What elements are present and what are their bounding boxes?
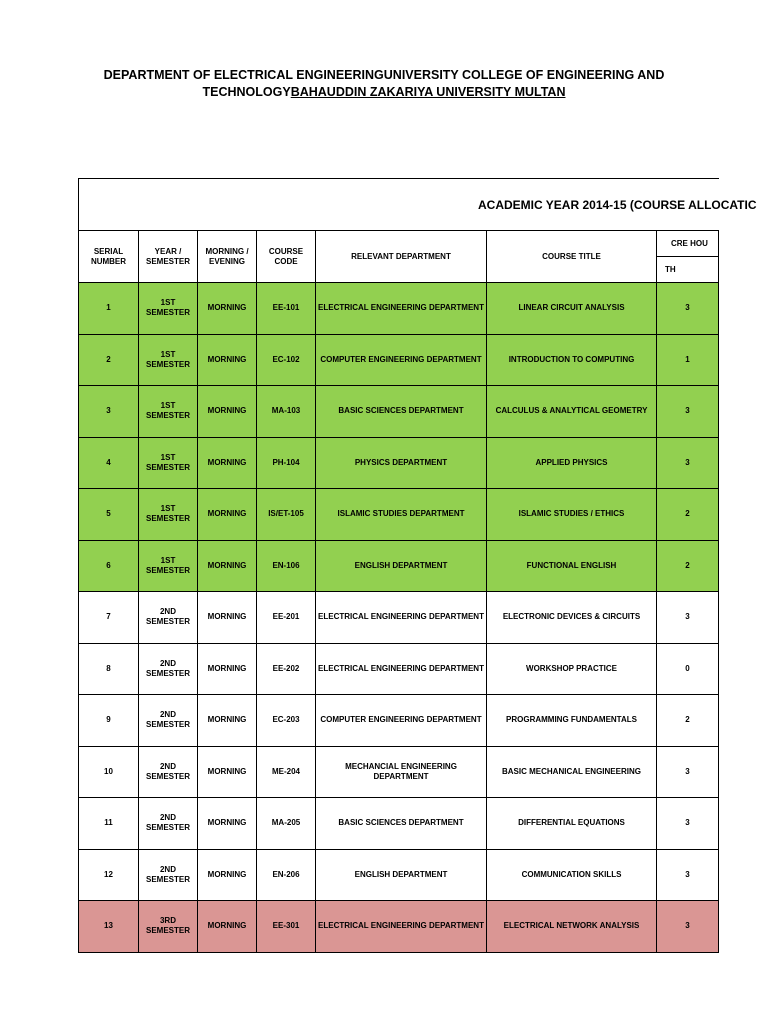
cell-theory-hours: 1 xyxy=(657,334,719,386)
cell-shift: MORNING xyxy=(198,540,257,592)
cell-shift: MORNING xyxy=(198,437,257,489)
cell-year: 1ST SEMESTER xyxy=(139,283,198,335)
cell-course-code: EC-102 xyxy=(257,334,316,386)
cell-course-title: APPLIED PHYSICS xyxy=(487,437,657,489)
table-row xyxy=(79,798,719,850)
cell-year: 2ND SEMESTER xyxy=(139,695,198,747)
col-header-shift: MORNING / EVENING xyxy=(198,231,257,283)
cell-theory-hours: 2 xyxy=(657,489,719,541)
cell-serial: 10 xyxy=(79,746,139,798)
cell-department: MECHANCIAL ENGINEERING DEPARTMENT xyxy=(316,746,487,798)
table-row xyxy=(79,592,719,644)
cell-department: ENGLISH DEPARTMENT xyxy=(316,849,487,901)
cell-theory-hours: 3 xyxy=(657,849,719,901)
cell-shift: MORNING xyxy=(198,283,257,335)
cell-shift: MORNING xyxy=(198,798,257,850)
cell-serial: 7 xyxy=(79,592,139,644)
cell-serial: 11 xyxy=(79,798,139,850)
cell-course-title: CALCULUS & ANALYTICAL GEOMETRY xyxy=(487,386,657,438)
cell-shift: MORNING xyxy=(198,592,257,644)
cell-year: 3RD SEMESTER xyxy=(139,901,198,953)
cell-shift: MORNING xyxy=(198,489,257,541)
cell-course-code: ME-204 xyxy=(257,746,316,798)
cell-serial: 9 xyxy=(79,695,139,747)
cell-department: ELECTRICAL ENGINEERING DEPARTMENT xyxy=(316,643,487,695)
cell-course-code: EE-201 xyxy=(257,592,316,644)
table-row xyxy=(79,695,719,747)
cell-department: ENGLISH DEPARTMENT xyxy=(316,540,487,592)
document-heading xyxy=(60,67,708,101)
cell-department: ELECTRICAL ENGINEERING DEPARTMENT xyxy=(316,283,487,335)
cell-course-title: INTRODUCTION TO COMPUTING xyxy=(487,334,657,386)
cell-department: COMPUTER ENGINEERING DEPARTMENT xyxy=(316,695,487,747)
cell-course-code: EE-202 xyxy=(257,643,316,695)
table-body xyxy=(79,283,719,953)
cell-course-code: EE-301 xyxy=(257,901,316,953)
table-row xyxy=(79,849,719,901)
table-row xyxy=(79,746,719,798)
cell-course-code: PH-104 xyxy=(257,437,316,489)
cell-department: ELECTRICAL ENGINEERING DEPARTMENT xyxy=(316,901,487,953)
heading-line-2 xyxy=(60,84,708,101)
cell-course-code: IS/ET-105 xyxy=(257,489,316,541)
cell-year: 2ND SEMESTER xyxy=(139,643,198,695)
cell-theory-hours: 3 xyxy=(657,592,719,644)
table-row xyxy=(79,643,719,695)
cell-serial: 3 xyxy=(79,386,139,438)
cell-course-title: COMMUNICATION SKILLS xyxy=(487,849,657,901)
cell-department: BASIC SCIENCES DEPARTMENT xyxy=(316,386,487,438)
cell-serial: 4 xyxy=(79,437,139,489)
table-row xyxy=(79,901,719,953)
heading-line-2-plain: TECHNOLOGY xyxy=(202,85,291,99)
course-allocation-sheet xyxy=(78,178,757,954)
cell-shift: MORNING xyxy=(198,386,257,438)
cell-year: 1ST SEMESTER xyxy=(139,386,198,438)
cell-course-title: ELECTRONIC DEVICES & CIRCUITS xyxy=(487,592,657,644)
cell-serial: 5 xyxy=(79,489,139,541)
cell-serial: 13 xyxy=(79,901,139,953)
cell-theory-hours: 3 xyxy=(657,746,719,798)
table-title-row xyxy=(79,179,719,231)
cell-theory-hours: 3 xyxy=(657,901,719,953)
cell-course-code: EC-203 xyxy=(257,695,316,747)
cell-course-title: WORKSHOP PRACTICE xyxy=(487,643,657,695)
cell-year: 2ND SEMESTER xyxy=(139,746,198,798)
cell-course-code: MA-205 xyxy=(257,798,316,850)
cell-shift: MORNING xyxy=(198,901,257,953)
cell-serial: 1 xyxy=(79,283,139,335)
table-title-text: ACADEMIC YEAR 2014-15 (COURSE ALLOCATIC xyxy=(478,197,757,212)
cell-department: COMPUTER ENGINEERING DEPARTMENT xyxy=(316,334,487,386)
col-header-credit: CRE HOU xyxy=(657,231,719,257)
table-row xyxy=(79,540,719,592)
col-header-year: YEAR / SEMESTER xyxy=(139,231,198,283)
cell-serial: 8 xyxy=(79,643,139,695)
cell-year: 2ND SEMESTER xyxy=(139,798,198,850)
cell-shift: MORNING xyxy=(198,695,257,747)
cell-course-code: EN-206 xyxy=(257,849,316,901)
cell-year: 2ND SEMESTER xyxy=(139,849,198,901)
col-header-dept: RELEVANT DEPARTMENT xyxy=(316,231,487,283)
cell-course-title: LINEAR CIRCUIT ANALYSIS xyxy=(487,283,657,335)
cell-shift: MORNING xyxy=(198,849,257,901)
table-row xyxy=(79,283,719,335)
cell-shift: MORNING xyxy=(198,746,257,798)
table-row xyxy=(79,437,719,489)
cell-theory-hours: 3 xyxy=(657,386,719,438)
cell-serial: 2 xyxy=(79,334,139,386)
cell-year: 2ND SEMESTER xyxy=(139,592,198,644)
cell-shift: MORNING xyxy=(198,643,257,695)
cell-year: 1ST SEMESTER xyxy=(139,540,198,592)
cell-shift: MORNING xyxy=(198,334,257,386)
cell-year: 1ST SEMESTER xyxy=(139,334,198,386)
cell-course-title: ISLAMIC STUDIES / ETHICS xyxy=(487,489,657,541)
cell-department: BASIC SCIENCES DEPARTMENT xyxy=(316,798,487,850)
col-header-code: COURSE CODE xyxy=(257,231,316,283)
header-row xyxy=(79,231,719,257)
cell-year: 1ST SEMESTER xyxy=(139,489,198,541)
cell-course-code: EE-101 xyxy=(257,283,316,335)
table-title xyxy=(79,179,757,231)
cell-course-title: BASIC MECHANICAL ENGINEERING xyxy=(487,746,657,798)
cell-theory-hours: 0 xyxy=(657,643,719,695)
cell-serial: 6 xyxy=(79,540,139,592)
cell-course-code: MA-103 xyxy=(257,386,316,438)
table-row xyxy=(79,489,719,541)
cell-department: ELECTRICAL ENGINEERING DEPARTMENT xyxy=(316,592,487,644)
cell-theory-hours: 2 xyxy=(657,540,719,592)
cell-course-title: DIFFERENTIAL EQUATIONS xyxy=(487,798,657,850)
cell-theory-hours: 2 xyxy=(657,695,719,747)
cell-year: 1ST SEMESTER xyxy=(139,437,198,489)
table-row xyxy=(79,334,719,386)
cell-theory-hours: 3 xyxy=(657,283,719,335)
cell-course-title: PROGRAMMING FUNDAMENTALS xyxy=(487,695,657,747)
heading-line-1: DEPARTMENT OF ELECTRICAL ENGINEERINGUNIVERSITY COLLEGE OF ENGINEERING AND xyxy=(103,68,665,82)
cell-department: ISLAMIC STUDIES DEPARTMENT xyxy=(316,489,487,541)
col-header-title: COURSE TITLE xyxy=(487,231,657,283)
cell-course-title: FUNCTIONAL ENGLISH xyxy=(487,540,657,592)
col-header-serial: SERIAL NUMBER xyxy=(79,231,139,283)
university-name: BAHAUDDIN ZAKARIYA UNIVERSITY MULTAN xyxy=(290,85,566,99)
course-allocation-table xyxy=(78,178,757,953)
table-row xyxy=(79,386,719,438)
cell-serial: 12 xyxy=(79,849,139,901)
cell-course-code: EN-106 xyxy=(257,540,316,592)
cell-theory-hours: 3 xyxy=(657,798,719,850)
cell-department: PHYSICS DEPARTMENT xyxy=(316,437,487,489)
cell-theory-hours: 3 xyxy=(657,437,719,489)
col-header-th: TH xyxy=(657,257,719,283)
cell-course-title: ELECTRICAL NETWORK ANALYSIS xyxy=(487,901,657,953)
